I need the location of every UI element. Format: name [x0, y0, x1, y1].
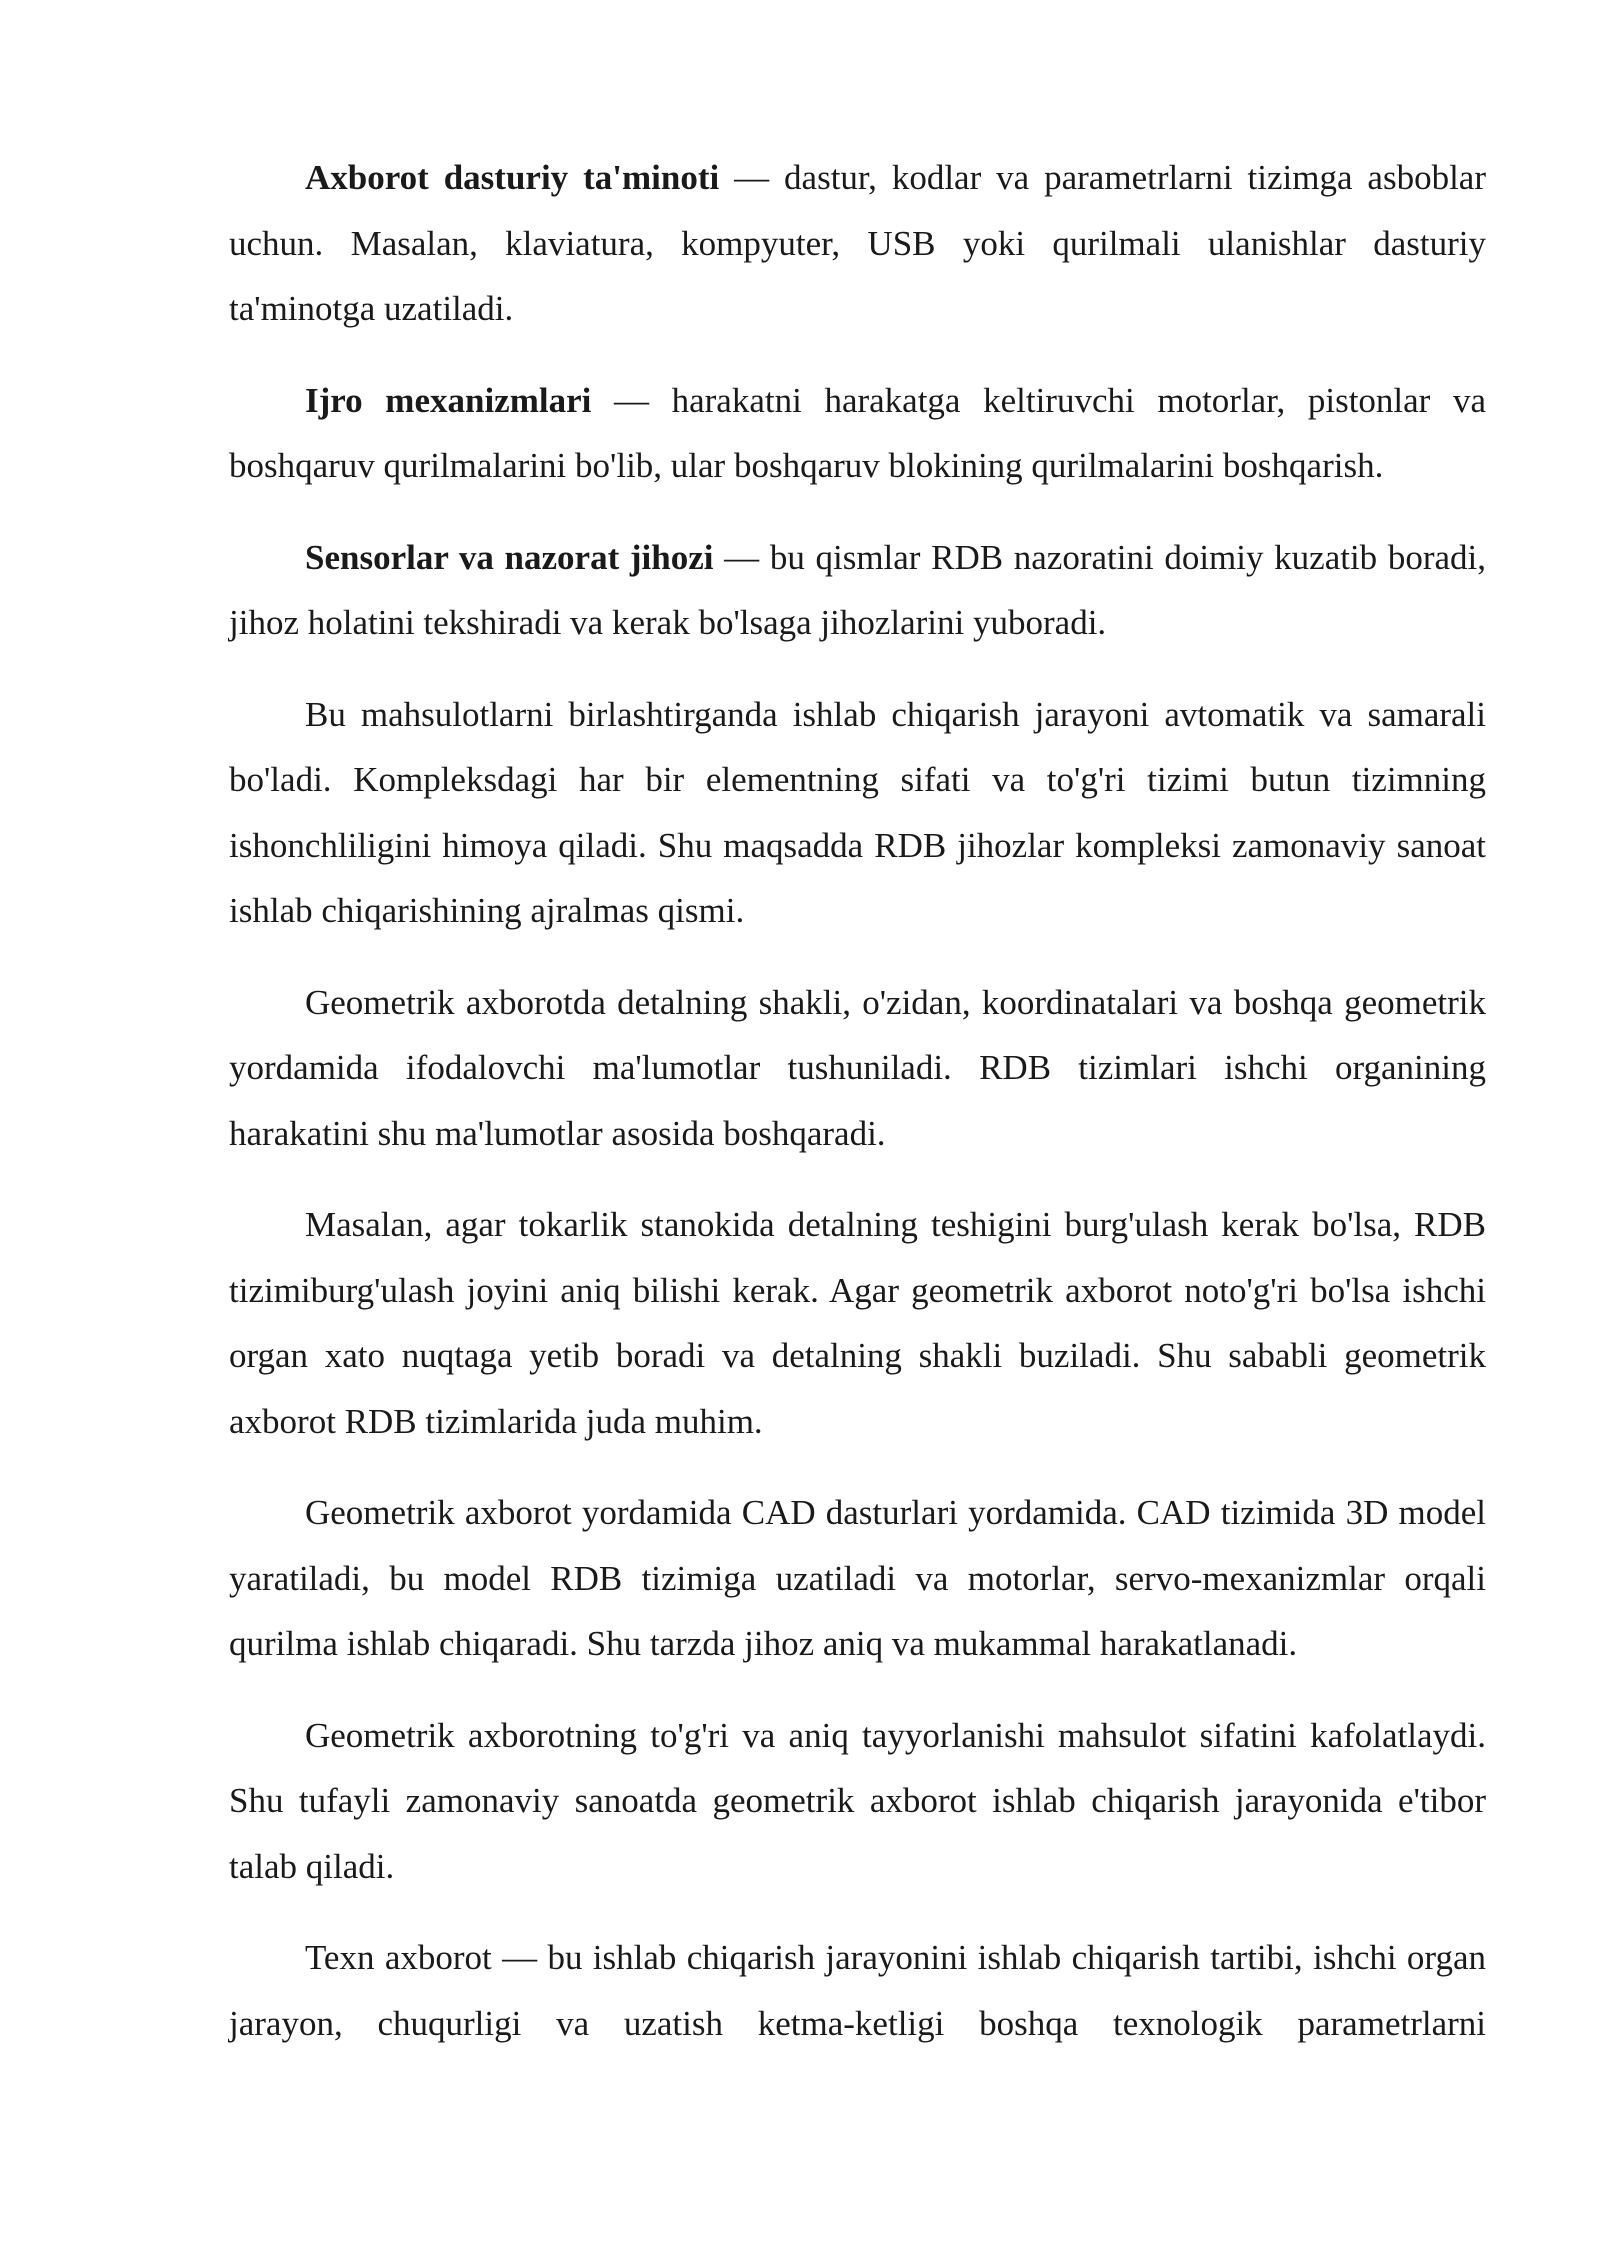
term-ijro-mexanizmlari: Ijro mexanizmlari: [305, 380, 592, 420]
paragraph-text: Geometrik axborotning to'g'ri va aniq tayyorlanishi mahsulot sifatini kafolatlaydi. Shu tufayli zamonaviy sanoatda geometrik axborot ishlab chiqarish jarayonida e'tibor talab qiladi.: [229, 1715, 1486, 1886]
paragraph-text: — dastur, kodlar va parametrlarni tizimga asboblar uchun. Masalan, klaviatura, kompyuter, USB yoki qurilmali ulanishlar dasturiy ta'minotga uzatiladi.: [229, 158, 1486, 328]
paragraph-text: Geometrik axborotda detalning shakli, o'zidan, koordinatalari va boshqa geometrik yordamida ifodalovchi ma'lumotlar tushuniladi. RDB tizimlari ishchi organining harakatini shu ma'lumotlar asosida boshqaradi.: [229, 982, 1486, 1153]
paragraph-axborot-dasturiy-taminoti: [229, 145, 1486, 342]
term-sensorlar-va-nazorat-jihozi: Sensorlar va nazorat jihozi: [305, 537, 714, 577]
paragraph-geometrik-axborot: [229, 970, 1486, 1167]
document-body: [229, 145, 1486, 2082]
paragraph-ijro-mexanizmlari: [229, 368, 1486, 499]
paragraph-sifat: [229, 1703, 1486, 1900]
paragraph-text: Bu mahsulotlarni birlashtirganda ishlab chiqarish jarayoni avtomatik va samarali bo'ladi. Kompleksdagi har bir elementning sifati va to'g'ri tizimi butun tizimning ishonchliligini himoya qiladi. Shu maqsadda RDB jihozlar kompleksi zamonaviy sanoat ishlab chiqarishining ajralmas qismi.: [229, 694, 1486, 930]
paragraph-texn-axborot: [229, 1925, 1486, 2056]
paragraph-text: — harakatni harakatga keltiruvchi motorlar, pistonlar va boshqaruv qurilmalarini bo'lib, ular boshqaruv blokining qurilmalarini boshqarish.: [229, 380, 1486, 485]
paragraph-birlashtirish: [229, 682, 1486, 944]
paragraph-cad: [229, 1480, 1486, 1677]
paragraph-text: — bu qismlar RDB nazoratini doimiy kuzatib boradi, jihoz holatini tekshiradi va kerak bo'lsaga jihozlarini yuboradi.: [229, 537, 1486, 642]
paragraph-text: Masalan, agar tokarlik stanokida detalning teshigini burg'ulash kerak bo'lsa, RDB tizimiburg'ulash joyini aniq bilishi kerak. Agar geometrik axborot noto'g'ri bo'lsa ishchi organ xato nuqtaga yetib boradi va detalning shakli buziladi. Shu sababli geometrik axborot RDB tizimlarida juda muhim.: [229, 1205, 1486, 1441]
paragraph-masalan: [229, 1192, 1486, 1454]
paragraph-text: Geometrik axborot yordamida CAD dasturlari yordamida. CAD tizimida 3D model yaratiladi, bu model RDB tizimiga uzatiladi va motorlar, servo-mexanizmlar orqali qurilma ishlab chiqaradi. Shu tarzda jihoz aniq va mukammal harakatlanadi.: [229, 1493, 1486, 1663]
paragraph-text: Texn axborot — bu ishlab chiqarish jarayonini ishlab chiqarish tartibi, ishchi organ jarayon, chuqurligi va uzatish ketma-ketligi boshqa texnologik parametrlarni: [229, 1938, 1486, 2043]
paragraph-sensorlar: [229, 525, 1486, 656]
term-axborot-dasturiy-taminoti: Axborot dasturiy ta'minoti: [305, 158, 720, 197]
